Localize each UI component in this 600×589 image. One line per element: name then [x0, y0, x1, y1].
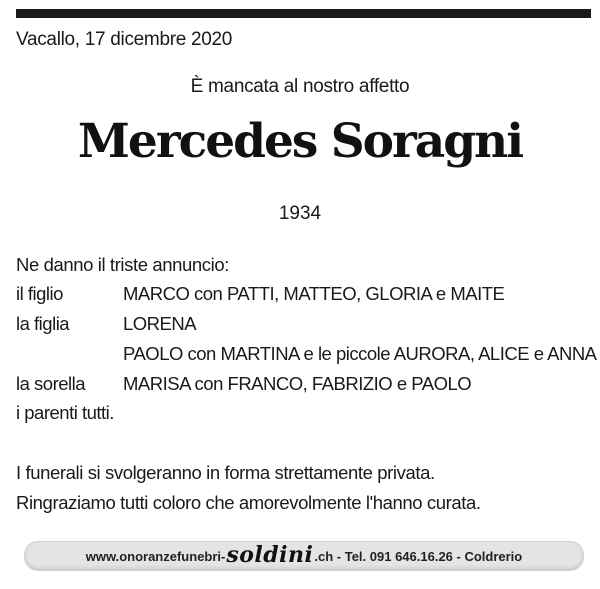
relative-label: la figlia: [16, 313, 70, 334]
birth-year: 1934: [278, 203, 322, 224]
relative-label: la sorella: [16, 373, 86, 394]
banner-website-prefix: www.onoranzefunebri-: [85, 548, 226, 564]
thanks-note: Ringraziamo tutti coloro che amorevolmente l'hanno curata.: [16, 492, 481, 513]
deceased-name: Mercedes Soragni: [77, 114, 523, 169]
relative-names: MARISA con FRANCO, FABRIZIO e PAOLO: [123, 373, 472, 394]
relative-names: MARCO con PATTI, MATTEO, GLORIA e MAITE: [123, 283, 505, 304]
banner-brand-logo: soldini: [226, 542, 314, 568]
relative-names: PAOLO con MARTINA e le piccole AURORA, ALICE e ANNA: [123, 343, 597, 364]
funeral-note: I funerali si svolgeranno in forma strettamente privata.: [16, 462, 435, 483]
relative-names: LORENA: [123, 313, 197, 334]
place-date: Vacallo, 17 dicembre 2020: [16, 29, 233, 50]
funeral-home-banner: [24, 541, 584, 571]
relative-label: i parenti tutti.: [16, 402, 114, 423]
relative-label: il figlio: [16, 283, 63, 304]
intro-line: È mancata al nostro affetto: [190, 76, 410, 97]
announcement-line: Ne danno il triste annuncio:: [16, 254, 229, 275]
top-divider-bar: [16, 9, 591, 18]
banner-contact: .ch - Tel. 091 646.16.26 - Coldrerio: [314, 548, 523, 564]
